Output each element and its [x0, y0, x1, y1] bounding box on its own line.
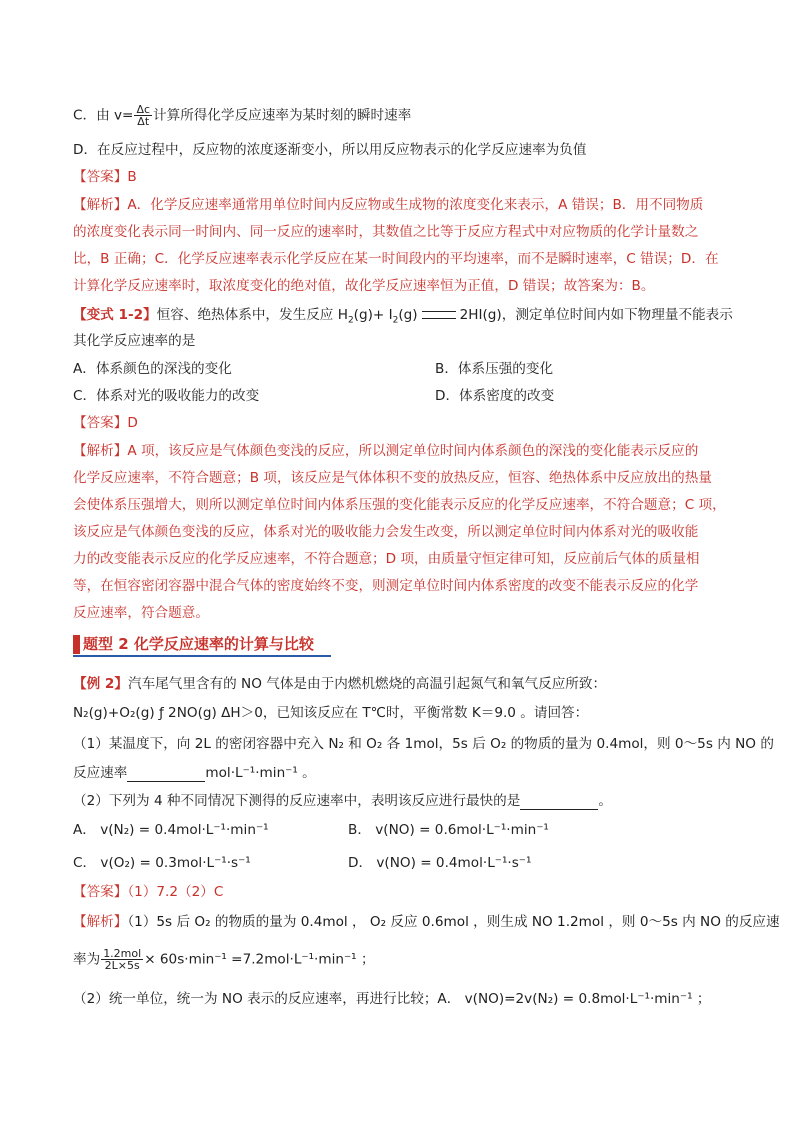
answer-value: D — [127, 415, 138, 431]
variant-stem-text-3: (g) — [398, 307, 418, 323]
answer-value: B — [127, 169, 137, 185]
fraction-denominator: 2L×5s — [104, 959, 140, 972]
analysis-text: （1）5s 后 O₂ 的物质的量为 0.4mol ， O₂ 反应 0.6mol ，则生成 NO 1.2mol ，则 0～5s 内 NO 的反应速 — [127, 914, 780, 930]
variant-analysis-7: 反应速率，符合题意。 — [73, 605, 209, 621]
variant-stem-text-2: (g)+ I — [353, 307, 393, 323]
variant-option-c: C．体系对光的吸收能力的改变 — [73, 388, 260, 404]
option-c — [73, 104, 723, 127]
example-stem-text: 汽车尾气里含有的 NO 气体是由于内燃机燃烧的高温引起氮气和氧气反应所致： — [127, 676, 607, 692]
example-option-b: B． v(NO) = 0.6mol·L⁻¹·min⁻¹ — [348, 822, 549, 838]
answer-value: （1）7.2（2）C — [127, 884, 224, 900]
example-q2 — [73, 791, 723, 810]
analysis-line-1 — [73, 196, 723, 214]
analysis-text: A．化学反应速率通常用单位时间内反应物或生成物的浓度变化来表示，A 错误；B．用不同物质 — [127, 197, 704, 213]
option-c-text: C．由 v= — [73, 107, 134, 124]
variant-option-d: D．体系密度的改变 — [435, 388, 555, 404]
variant-stem-2: 其化学反应速率的是 — [73, 333, 196, 349]
option-c-text-rest: 计算所得化学反应速率为某时刻的瞬时速率 — [153, 107, 412, 124]
example-option-a: A． v(N₂) = 0.4mol·L⁻¹·min⁻¹ — [73, 822, 269, 838]
example-analysis-1 — [73, 913, 780, 931]
analysis-text-rest: × 60s·min⁻¹ =7.2mol·L⁻¹·min⁻¹ ； — [144, 951, 375, 968]
variant-stem: 【变式 1-2】恒容、绝热体系中，发生反应 $H_2(g)+ I_2(g)$ 2HI(g)，测定单位时间内如下物理量不能表示 — [73, 307, 733, 326]
example-equation: N₂(g)+O₂(g) ƒ 2NO(g) ΔH＞0，已知该反应在 T℃时，平衡常数 K＝9.0 。请回答： — [73, 705, 589, 721]
variant-analysis-2: 化学反应速率，不符合题意；B 项，该反应是气体体积不变的放热反应，恒容、绝热体系中反应放出的热量 — [73, 470, 712, 486]
variant-label: 【变式 1-2】 — [73, 307, 157, 323]
fraction-numerator: 1.2mol — [103, 947, 142, 960]
variant-analysis-4: 该反应是气体颜色变浅的反应，体系对光的吸收能力会发生改变，所以测定单位时间内体系对光的吸收能 — [73, 524, 699, 540]
section-marker — [73, 635, 80, 654]
equilibrium-arrow — [422, 311, 456, 319]
delta-fraction — [134, 104, 152, 127]
variant-answer — [73, 414, 723, 432]
variant-stem-text-4: 2HI(g)，测定单位时间内如下物理量不能表示 — [459, 307, 733, 323]
example-analysis-3: （2）统一单位，统一为 NO 表示的反应速率，再进行比较；A． v(NO)=2v(N₂) = 0.8mol·L⁻¹·min⁻¹ ； — [73, 991, 711, 1007]
variant-analysis-6: 等，在恒容密闭容器中混合气体的密度始终不变，则测定单位时间内体系密度的改变不能表示反应的化学 — [73, 578, 699, 594]
example-option-c: C． v(O₂) = 0.3mol·L⁻¹·s⁻¹ — [73, 855, 251, 871]
variant-option-b: B．体系压强的变化 — [435, 361, 554, 377]
q1-unit: mol·L⁻¹·min⁻¹ 。 — [205, 765, 316, 781]
q1-text: 反应速率 — [73, 765, 128, 781]
answer-line — [73, 168, 723, 186]
rate-fraction — [101, 948, 143, 971]
answer-label: 【答案】 — [73, 169, 128, 185]
answer-label: 【答案】 — [73, 884, 128, 900]
analysis-line-3: 比，B 正确；C．化学反应速率表示化学反应在某一时间段内的平均速率，而不是瞬时速率，C 错误；D．在 — [73, 251, 719, 267]
example-options-ab — [73, 821, 723, 839]
example-options-cd — [73, 854, 723, 872]
example-analysis-2 — [73, 948, 723, 971]
q2-text: （2）下列为 4 种不同情况下测得的反应速率中，表明该反应进行最快的是 — [73, 793, 521, 809]
section-header — [73, 633, 333, 655]
analysis-text: 率为 — [73, 951, 101, 968]
variant-options-ab — [73, 360, 723, 378]
answer-blank[interactable] — [520, 791, 598, 810]
analysis-label: 【解析】 — [73, 443, 128, 459]
analysis-label: 【解析】 — [73, 197, 128, 213]
fraction-numerator: Δc — [136, 103, 151, 116]
example-answer — [73, 883, 723, 901]
example-label: 【例 2】 — [73, 676, 128, 692]
analysis-line-4: 计算化学反应速率时，取浓度变化的绝对值，故化学反应速率恒为正值，D 错误；故答案为：B。 — [73, 278, 655, 294]
q2-end: 。 — [598, 793, 612, 809]
variant-analysis-1 — [73, 442, 723, 460]
section-title: 题型 2 化学反应速率的计算与比较 — [83, 635, 314, 653]
variant-analysis-5: 力的改变能表示反应的化学反应速率，不符合题意；D 项，由质量守恒定律可知，反应前后气体的质量相 — [73, 551, 700, 567]
section-underline — [73, 655, 331, 657]
analysis-label: 【解析】 — [73, 914, 128, 930]
example-stem — [73, 675, 723, 693]
example-option-d: D． v(NO) = 0.4mol·L⁻¹·s⁻¹ — [348, 855, 532, 871]
variant-stem-text: 恒容、绝热体系中，发生反应 H — [156, 307, 348, 323]
answer-label: 【答案】 — [73, 415, 128, 431]
answer-blank[interactable] — [127, 763, 205, 782]
analysis-text: A 项，该反应是气体颜色变浅的反应，所以测定单位时间内体系颜色的深浅的变化能表示反应的 — [127, 443, 699, 459]
example-q1-line1: （1）某温度下，向 2L 的密闭容器中充入 N₂ 和 O₂ 各 1mol，5s 后 O₂ 的物质的量为 0.4mol，则 0～5s 内 NO 的 — [73, 736, 774, 752]
fraction-denominator: Δt — [137, 115, 150, 128]
variant-options-cd — [73, 387, 723, 405]
variant-option-a: A．体系颜色的深浅的变化 — [73, 361, 232, 377]
analysis-line-2: 的浓度变化表示同一时间内、同一反应的速率时，其数值之比等于反应方程式中对应物质的化学计量数之 — [73, 224, 699, 240]
example-q1-line2 — [73, 763, 723, 782]
option-d: D．在反应过程中，反应物的浓度逐渐变小，所以用反应物表示的化学反应速率为负值 — [73, 142, 587, 158]
variant-analysis-3: 会使体系压强增大，则所以测定单位时间内体系压强的变化能表示反应的化学反应速率，不符合题意；C 项， — [73, 497, 726, 513]
